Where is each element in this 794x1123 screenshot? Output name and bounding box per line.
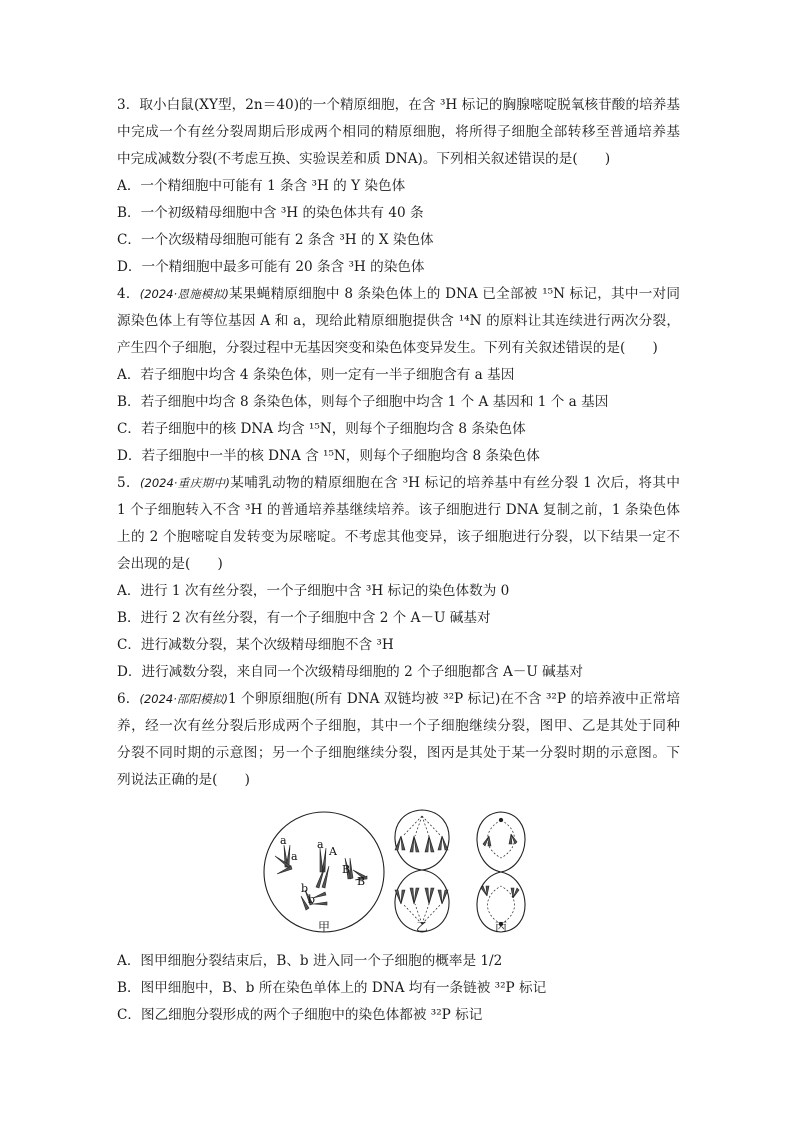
q6-stem-line-4: 列说法正确的是( )	[117, 772, 250, 788]
q6-option-a: A．图甲细胞分裂结束后，B、b 进入同一个子细胞的概率是 1/2	[117, 953, 503, 969]
q4-stem-text: 某果蝇精原细胞中 8 条染色体上的 DNA 已全部被 ¹⁵N 标记，其中一对同	[228, 286, 680, 302]
q6-number: 6．	[117, 691, 140, 707]
q4-number: 4．	[117, 286, 140, 302]
q6-option-c: C．图乙细胞分裂形成的两个子细胞中的染色体都被 ³²P 标记	[117, 1007, 483, 1023]
q3-option-d: D．一个精细胞中最多可能有 20 条含 ³H 的染色体	[117, 259, 425, 275]
q4-stem-line-3: 产生四个子细胞，分裂过程中无基因突变和染色体变异发生。下列有关叙述错误的是( )	[117, 340, 658, 356]
question-6	[117, 686, 680, 1029]
document-page	[117, 92, 680, 1029]
gene-label-A: A	[329, 845, 337, 858]
question-5	[117, 470, 680, 686]
q6-stem-text: 1 个卵原细胞(所有 DNA 双链均被 ³²P 标记)在不含 ³²P 的培养液中正常培	[227, 691, 680, 707]
cell-division-diagram	[117, 800, 680, 948]
q3-stem-line-1: 3．取小白鼠(XY型，2n＝40)的一个精原细胞，在含 ³H 标记的胸腺嘧啶脱氧核苷酸的培养基	[117, 97, 680, 113]
q3-option-a: A．一个精细胞中可能有 1 条含 ³H 的 Y 染色体	[117, 178, 406, 194]
figure-label-yi: 乙	[415, 920, 428, 934]
cell-jia-diagram	[264, 812, 384, 932]
q5-source: (2024·重庆期中)	[140, 476, 230, 490]
q5-stem-line-2: 1 个子细胞转入不含 ³H 的普通培养基继续培养。该子细胞进行 DNA 复制之前，1 条染色体	[117, 502, 680, 518]
q5-number: 5．	[117, 475, 141, 491]
q5-stem-text: 某哺乳动物的精原细胞在含 ³H 标记的培养基中有丝分裂 1 次后，将其中	[229, 475, 680, 491]
q4-option-a: A．若子细胞中均含 4 条染色体，则一定有一半子细胞含有 a 基因	[117, 367, 515, 383]
question-4	[117, 281, 680, 470]
gene-label-a3: a	[291, 850, 298, 863]
cell-yi-diagram	[395, 810, 449, 932]
figure-label-bing: 丙	[494, 920, 507, 934]
q6-stem-line-3: 分裂不同时期的示意图；另一个子细胞继续分裂，图丙是其处于某一分裂时期的示意图。下	[117, 745, 680, 761]
q6-source: (2024·邵阳模拟)	[139, 692, 228, 706]
gene-label-b2: b	[308, 893, 316, 906]
question-3	[117, 92, 680, 281]
cell-bing-diagram	[477, 812, 525, 932]
q4-option-b: B．若子细胞中均含 8 条染色体，则每个子细胞中均含 1 个 A 基因和 1 个 a 基因	[117, 394, 609, 410]
q4-stem-line-2: 源染色体上有等位基因 A 和 a，现给此精原细胞提供含 ¹⁴N 的原料让其连续进行两次分裂，	[117, 313, 680, 329]
q5-stem-line-4: 会出现的是( )	[117, 556, 223, 572]
gene-label-B1: B	[342, 863, 351, 876]
q3-option-b: B．一个初级精母细胞中含 ³H 的染色体共有 40 条	[117, 205, 424, 221]
q6-stem-line-2: 养，经一次有丝分裂后形成两个子细胞，其中一个子细胞继续分裂，图甲、乙是其处于同种	[117, 718, 680, 734]
q4-source: (2024·恩施模拟)	[139, 287, 229, 301]
q6-option-b: B．图甲细胞中，B、b 所在染色单体上的 DNA 均有一条链被 ³²P 标记	[117, 980, 547, 996]
q5-option-a: A．进行 1 次有丝分裂，一个子细胞中含 ³H 标记的染色体数为 0	[117, 583, 510, 599]
q6-stem-line-1	[117, 686, 680, 713]
q5-stem-line-1	[117, 470, 680, 497]
q3-option-c: C．一个次级精母细胞可能有 2 条含 ³H 的 X 染色体	[117, 232, 434, 248]
q5-option-c: C．进行减数分裂，某个次级精母细胞不含 ³H	[117, 637, 394, 653]
q5-stem-line-3: 上的 2 个胞嘧啶自发转变为尿嘧啶。不考虑其他变异，该子细胞进行分裂，以下结果一定不	[117, 529, 680, 545]
q4-stem-line-1	[117, 281, 680, 308]
figure-label-jia: 甲	[317, 920, 330, 934]
q3-stem-line-3: 中完成减数分裂(不考虑互换、实验误差和质 DNA)。下列相关叙述错误的是( )	[117, 151, 611, 167]
cell-division-figure	[117, 800, 680, 948]
q5-option-b: B．进行 2 次有丝分裂，有一个子细胞中含 2 个 A－U 碱基对	[117, 610, 491, 626]
gene-label-b1: b	[301, 882, 309, 895]
gene-label-a2: a	[317, 838, 324, 851]
gene-label-a1: a	[280, 834, 287, 847]
q3-stem-line-2: 中完成一个有丝分裂周期后形成两个相同的精原细胞，将所得子细胞全部转移至普通培养基	[117, 124, 680, 140]
q5-option-d: D．进行减数分裂，来自同一个次级精母细胞的 2 个子细胞都含 A－U 碱基对	[117, 664, 583, 680]
q4-option-c: C．若子细胞中的核 DNA 均含 ¹⁵N，则每个子细胞均含 8 条染色体	[117, 421, 526, 437]
q4-option-d: D．若子细胞中一半的核 DNA 含 ¹⁵N，则每个子细胞均含 8 条染色体	[117, 448, 540, 464]
gene-label-B2: B	[357, 875, 366, 888]
